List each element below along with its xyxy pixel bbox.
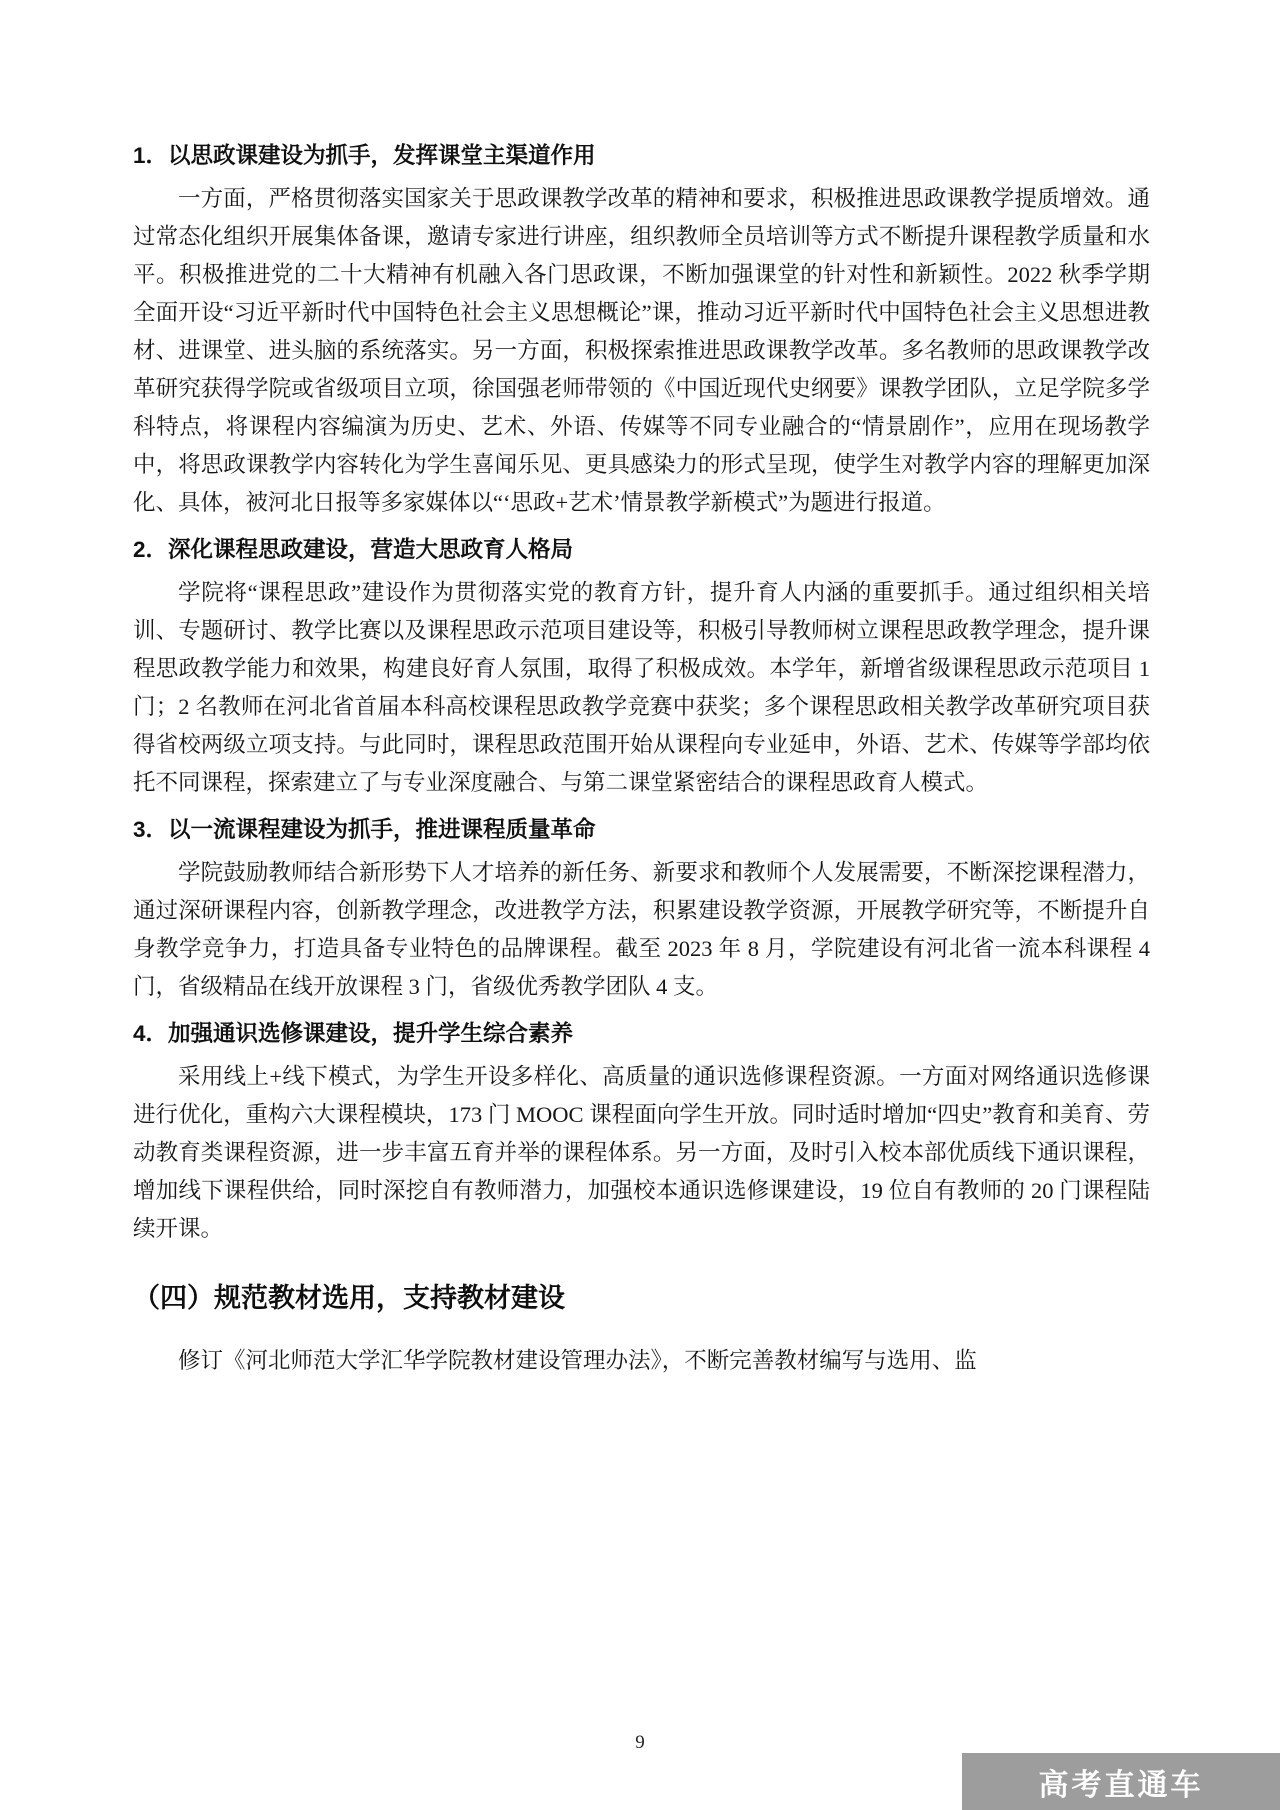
subsection-4-heading: （四）规范教材选用，支持教材建设 bbox=[133, 1283, 565, 1313]
section-1-paragraph: 一方面，严格贯彻落实国家关于思政课教学改革的精神和要求，积极推进思政课教学提质增效。通过常态化组织开展集体备课，邀请专家进行讲座，组织教师全员培训等方式不断提升课程教学质量和水平。积极推进党的二十大精神有机融入各门思政课，不断加强课堂的针对性和新颖性。2022 秋季学期全面开设“习近平新时代中国特色社会主义思想概论”课，推动习近平新时代中国特色社会主义思想进教材、进课堂、进头脑的系统落实。另一方面，积极探索推进思政课教学改革。多名教师的思政课教学改革研究获得学院或省级项目立项，徐国强老师带领的《中国近现代史纲要》课教学团队，立足学院多学科特点，将课程内容编演为历史、艺术、外语、传媒等不同专业融合的“情景剧作”，应用在现场教学中，将思政课教学内容转化为学生喜闻乐见、更具感染力的形式呈现，使学生对教学内容的理解更加深化、具体，被河北日报等多家媒体以“‘思政+艺术’情景教学新模式”为题进行报道。 bbox=[133, 186, 1150, 515]
page-number: 9 bbox=[635, 1732, 645, 1753]
section-3-paragraph: 学院鼓励教师结合新形势下人才培养的新任务、新要求和教师个人发展需要，不断深挖课程潜力，通过深研课程内容，创新教学理念，改进教学方法，积累建设教学资源，开展教学研究等，不断提升自身教学竞争力，打造具备专业特色的品牌课程。截至 2023 年 8 月，学院建设有河北省一流本科课程 4 门，省级精品在线开放课程 3 门，省级优秀教学团队 4 支。 bbox=[133, 860, 1150, 999]
watermark-badge: 高考直通车 bbox=[962, 1753, 1280, 1810]
subsection-4-paragraph: 修订《河北师范大学汇华学院教材建设管理办法》，不断完善教材编写与选用、监 bbox=[178, 1348, 977, 1373]
section-1-heading: 1．以思政课建设为抓手，发挥课堂主渠道作用 bbox=[133, 143, 596, 168]
section-2-paragraph: 学院将“课程思政”建设作为贯彻落实党的教育方针，提升育人内涵的重要抓手。通过组织相关培训、专题研讨、教学比赛以及课程思政示范项目建设等，积极引导教师树立课程思政教学理念，提升课程思政教学能力和效果，构建良好育人氛围，取得了积极成效。本学年，新增省级课程思政示范项目 1 门；2 名教师在河北省首届本科高校课程思政教学竞赛中获奖；多个课程思政相关教学改革研究项目获得省校两级立项支持。与此同时，课程思政范围开始从课程向专业延申，外语、艺术、传媒等学部均依托不同课程，探索建立了与专业深度融合、与第二课堂紧密结合的课程思政育人模式。 bbox=[133, 580, 1150, 795]
section-2-heading: 2．深化课程思政建设，营造大思政育人格局 bbox=[133, 537, 574, 562]
section-4-paragraph: 采用线上+线下模式，为学生开设多样化、高质量的通识选修课程资源。一方面对网络通识选修课进行优化，重构六大课程模块，173 门 MOOC 课程面向学生开放。同时适时增加“四史”教育和美育、劳动教育类课程资源，进一步丰富五育并举的课程体系。另一方面，及时引入校本部优质线下通识课程，增加线下课程供给，同时深挖自有教师潜力，加强校本通识选修课建设，19 位自有教师的 20 门课程陆续开课。 bbox=[133, 1064, 1150, 1241]
content-area bbox=[133, 128, 1150, 1380]
section-3-heading: 3．以一流课程建设为抓手，推进课程质量革命 bbox=[133, 817, 596, 842]
section-4-heading: 4．加强通识选修课建设，提升学生综合素养 bbox=[133, 1021, 574, 1046]
